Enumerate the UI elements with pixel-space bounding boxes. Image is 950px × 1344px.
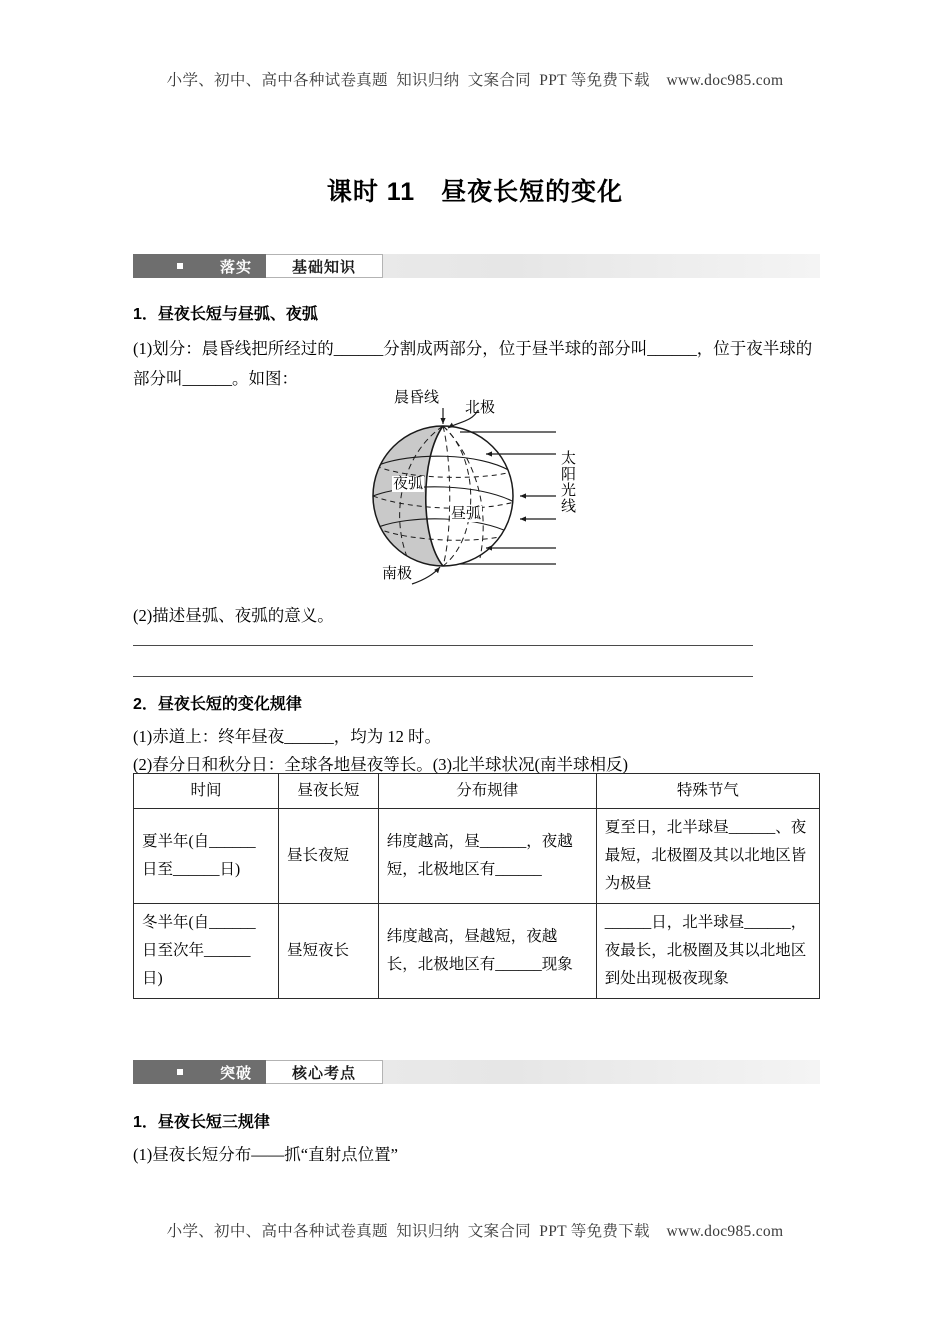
section-header-basics (133, 254, 820, 278)
section-bar-tail (383, 1060, 820, 1084)
running-footer: 小学、初中、高中各种试卷真题 知识归纳 文案合同 PPT 等免费下载 www.doc985.com (166, 1223, 784, 1240)
label-terminator: 晨昏线 (394, 390, 440, 406)
keypoints-item1-heading: 1．昼夜长短三规律 (133, 1114, 270, 1131)
table-header-distribution: 分布规律 (378, 774, 596, 809)
basics-item2-paragraph2: (2)春分日和秋分日：全球各地昼夜等长。(3)北半球状况(南半球相反) (133, 755, 628, 774)
cell-term-winter: ______日，北半球昼______，夜最长，北极圈及其以北地区到处出现极夜现象 (596, 904, 819, 999)
basics-item1-paragraph2: (2)描述昼弧、夜弧的意义。 (133, 606, 334, 625)
label-south-pole: 南极 (382, 566, 413, 582)
section-title-basics: 基础知识 (266, 254, 383, 278)
table-header-daylength: 昼夜长短 (279, 774, 379, 809)
cell-rule-summer: 纬度越高，昼______，夜越短，北极地区有______ (378, 809, 596, 904)
running-header: 小学、初中、高中各种试卷真题 知识归纳 文案合同 PPT 等免费下载 www.doc985.com (166, 72, 784, 89)
globe-diagram (340, 388, 620, 588)
cell-length-winter: 昼短夜长 (279, 904, 379, 999)
cell-length-summer: 昼长夜短 (279, 809, 379, 904)
label-day-arc: 昼弧 (451, 506, 482, 522)
rules-table (133, 773, 820, 999)
basics-item2-paragraph1: (1)赤道上：终年昼夜______，均为 12 时。 (133, 727, 441, 746)
label-sun-rays: 太阳光线 (559, 450, 575, 514)
table-row (134, 809, 820, 904)
page-title: 课时 11 昼夜长短的变化 (326, 178, 624, 206)
answer-line-2[interactable] (133, 676, 753, 677)
square-bullet-icon (177, 263, 183, 269)
table-header-solarterm: 特殊节气 (596, 774, 819, 809)
section-tag-luoshi (133, 254, 266, 278)
label-north-pole: 北极 (465, 400, 496, 416)
basics-item1-heading: 1．昼夜长短与昼弧、夜弧 (133, 306, 318, 323)
basics-item2-heading: 2．昼夜长短的变化规律 (133, 696, 302, 713)
section-tag-label: 突破 (219, 1064, 252, 1082)
section-bar-tail (383, 254, 820, 278)
cell-time-winter: 冬半年(自______日至次年______日) (134, 904, 279, 999)
table-header-row (134, 774, 820, 809)
table-row (134, 904, 820, 999)
cell-term-summer: 夏至日，北半球昼______、夜最短，北极圈及其以北地区皆为极昼 (596, 809, 819, 904)
section-tag-tupo (133, 1060, 266, 1084)
label-night-arc: 夜弧 (393, 476, 424, 492)
section-header-keypoints (133, 1060, 820, 1084)
keypoints-item1-paragraph1: (1)昼夜长短分布——抓“直射点位置” (133, 1145, 398, 1164)
cell-rule-winter: 纬度越高，昼越短，夜越长，北极地区有______现象 (378, 904, 596, 999)
globe-diagram-svg (340, 388, 620, 588)
table-header-time: 时间 (134, 774, 279, 809)
section-tag-label: 落实 (219, 258, 252, 276)
basics-item1-paragraph1: (1)划分：晨昏线把所经过的______分割成两部分，位于昼半球的部分叫______，位于夜半球的部分叫______。如图： (133, 339, 813, 388)
cell-time-summer: 夏半年(自______日至______日) (134, 809, 279, 904)
section-title-keypoints: 核心考点 (266, 1060, 383, 1084)
square-bullet-icon (177, 1069, 183, 1075)
answer-line-1[interactable] (133, 645, 753, 646)
